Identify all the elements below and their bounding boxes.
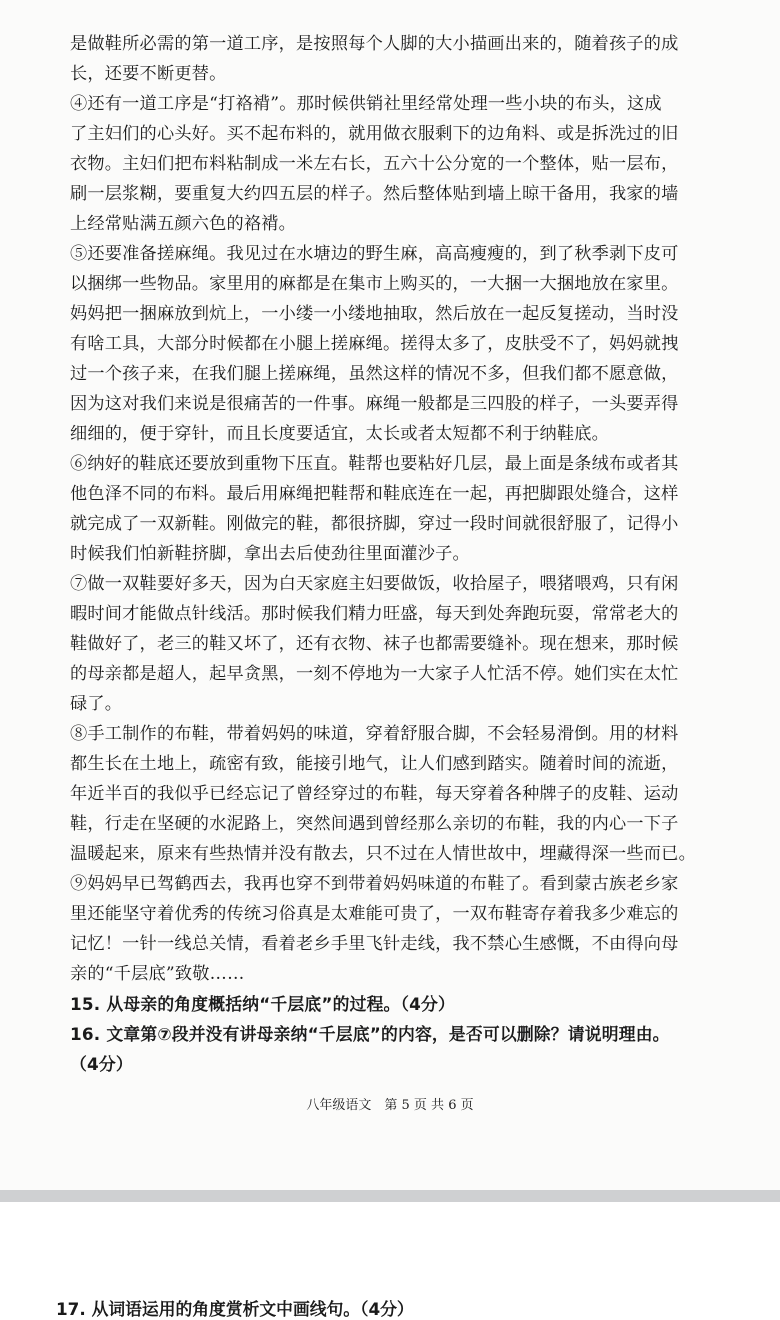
question-16-score: （4分） (70, 1054, 133, 1074)
question-15: 15. 从母亲的角度概括纳“千层底”的过程。（4分） (70, 994, 455, 1014)
paragraph-line: 是做鞋所必需的第一道工序，是按照每个人脚的大小描画出来的，随着孩子的成 (70, 34, 679, 54)
page-footer: 八年级语文 第 5 页 共 6 页 (306, 1098, 474, 1113)
paragraph-line: 鞋做好了，老三的鞋又坏了，还有衣物、袜子也都需要缝补。现在想来，那时候 (70, 634, 679, 654)
paragraph-line: 以捆绑一些物品。家里用的麻都是在集市上购买的，一大捆一大捆地放在家里。 (70, 274, 679, 294)
paragraph-line: 记忆！一针一线总关情，看着老乡手里飞针走线，我不禁心生感慨，不由得向母 (70, 934, 679, 954)
paragraph-line: 的母亲都是超人，起早贪黑，一刻不停地为一大家子人忙活不停。她们实在太忙 (70, 664, 679, 684)
paragraph-line: 刷一层浆糊，要重复大约四五层的样子。然后整体贴到墙上晾干备用，我家的墙 (70, 184, 679, 204)
paragraph-line: 鞋，行走在坚硬的水泥路上，突然间遇到曾经那么亲切的布鞋，我的内心一下子 (70, 814, 679, 834)
paragraph-line: 有啥工具，大部分时候都在小腿上搓麻绳。搓得太多了，皮肤受不了，妈妈就拽 (70, 334, 679, 354)
paragraph-line: 就完成了一双新鞋。刚做完的鞋，都很挤脚，穿过一段时间就很舒服了，记得小 (70, 514, 679, 534)
paragraph-line: 时候我们怕新鞋挤脚，拿出去后使劲往里面灌沙子。 (70, 544, 470, 564)
paragraph-line: 长，还要不断更替。 (70, 64, 227, 84)
paragraph-line: 碌了。 (70, 694, 123, 714)
paragraph-line: ⑥纳好的鞋底还要放到重物下压直。鞋帮也要粘好几层，最上面是条绒布或者其 (70, 454, 679, 474)
paragraph-line: ⑤还要准备搓麻绳。我见过在水塘边的野生麻，高高瘦瘦的，到了秋季剥下皮可 (70, 244, 679, 264)
paragraph-line: 暇时间才能做点针线活。那时候我们精力旺盛，每天到处奔跑玩耍，常常老大的 (70, 604, 679, 624)
paragraph-line: 他色泽不同的布料。最后用麻绳把鞋帮和鞋底连在一起，再把脚跟处缝合，这样 (70, 484, 679, 504)
paragraph-line: 细细的，便于穿针，而且长度要适宜，太长或者太短都不利于纳鞋底。 (70, 424, 610, 444)
paragraph-line: 上经常贴满五颜六色的袼褙。 (70, 214, 297, 234)
paragraph-line: ⑨妈妈早已驾鹤西去，我再也穿不到带着妈妈味道的布鞋了。看到蒙古族老乡家 (70, 874, 679, 894)
paragraph-line: 里还能坚守着优秀的传统习俗真是太难能可贵了，一双布鞋寄存着我多少难忘的 (70, 904, 679, 924)
paragraph-line: 了主妇们的心头好。买不起布料的，就用做衣服剩下的边角料、或是拆洗过的旧 (70, 124, 679, 144)
paragraph-line: 妈妈把一捆麻放到炕上，一小缕一小缕地抽取，然后放在一起反复搓动，当时没 (70, 304, 679, 324)
paragraph-line: ⑧手工制作的布鞋，带着妈妈的味道，穿着舒服合脚，不会轻易滑倒。用的材料 (70, 724, 679, 744)
paragraph-line: 都生长在土地上，疏密有致，能接引地气，让人们感到踏实。随着时间的流逝， (70, 754, 679, 774)
paragraph-line: ⑦做一双鞋要好多天，因为白天家庭主妇要做饭，收拾屋子，喂猪喂鸡，只有闲 (70, 574, 679, 594)
paragraph-line: ④还有一道工序是“打袼褙”。那时候供销社里经常处理一些小块的布头，这成 (70, 94, 662, 114)
question-17: 17. 从词语运用的角度赏析文中画线句。（4分） (56, 1299, 414, 1319)
paragraph-line: 过一个孩子来，在我们腿上搓麻绳，虽然这样的情况不多，但我们都不愿意做， (70, 364, 679, 384)
paragraph-line: 温暖起来，原来有些热情并没有散去，只不过在人情世故中，埋藏得深一些而已。 (70, 844, 696, 864)
question-16: 16. 文章第⑦段并没有讲母亲纳“千层底”的内容，是否可以删除？请说明理由。 (70, 1024, 670, 1044)
paragraph-line: 亲的“千层底”致敬…… (70, 964, 245, 984)
page-separator (0, 1190, 780, 1202)
paragraph-line: 衣物。主妇们把布料粘制成一米左右长，五六十公分宽的一个整体，贴一层布， (70, 154, 679, 174)
paragraph-line: 年近半百的我似乎已经忘记了曾经穿过的布鞋，每天穿着各种牌子的皮鞋、运动 (70, 784, 679, 804)
paragraph-line: 因为这对我们来说是很痛苦的一件事。麻绳一般都是三四股的样子，一头要弄得 (70, 394, 679, 414)
